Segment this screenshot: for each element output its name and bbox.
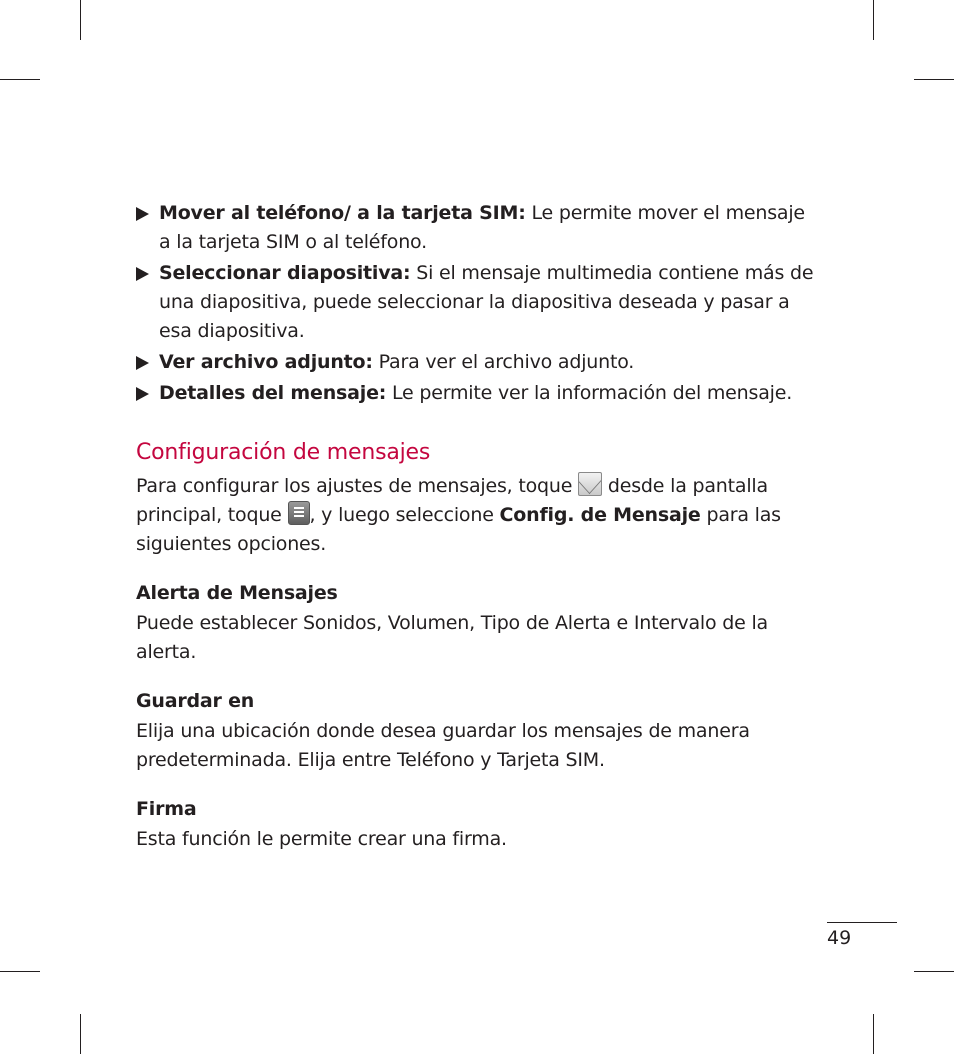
bullet-item <box>136 199 816 257</box>
bullet-item <box>136 348 816 377</box>
crop-mark <box>873 0 874 40</box>
bullet-label: Ver archivo adjunto: <box>159 351 373 373</box>
config-intro <box>136 472 816 559</box>
bullet-text: Le permite ver la información del mensaje. <box>386 382 793 404</box>
subsection-heading: Alerta de Mensajes <box>136 582 338 604</box>
triangle-bullet-icon <box>136 267 149 281</box>
bullet-label: Mover al teléfono/ a la tarjeta SIM: <box>159 202 526 224</box>
crop-mark <box>0 971 40 972</box>
intro-text: Para configurar los ajustes de mensajes, toque <box>136 475 579 497</box>
messaging-envelope-icon <box>578 472 602 496</box>
page-number-rule <box>827 922 897 923</box>
subsection-heading: Guardar en <box>136 690 255 712</box>
intro-text: para las siguientes opciones. <box>136 504 781 555</box>
subsection-heading: Firma <box>136 798 197 820</box>
bullet-item <box>136 259 816 346</box>
intro-text: , y luego seleccione <box>309 504 500 526</box>
menu-key-icon <box>288 501 310 525</box>
section-heading: Configuración de mensajes <box>136 440 431 465</box>
bullet-label: Seleccionar diapositiva: <box>159 262 411 284</box>
crop-mark <box>80 0 81 40</box>
subsection-text: Elija una ubicación donde desea guardar los mensajes de manera predeterminada. Elija entre Teléfono y Tarjeta SIM. <box>136 720 750 771</box>
subsection-text: Esta función le permite crear una firma. <box>136 828 507 850</box>
crop-mark <box>0 79 40 80</box>
bullet-label: Detalles del mensaje: <box>159 382 387 404</box>
bullet-text: Le permite mover el mensaje a la tarjeta SIM o al teléfono. <box>159 202 805 253</box>
crop-mark <box>914 79 954 80</box>
crop-mark <box>873 1014 874 1054</box>
intro-text: desde la pantalla principal, toque <box>136 475 768 526</box>
subsection-text: Puede establecer Sonidos, Volumen, Tipo de Alerta e Intervalo de la alerta. <box>136 612 768 663</box>
triangle-bullet-icon <box>136 387 149 401</box>
page-number: 49 <box>827 927 852 949</box>
intro-bold: Config. de Mensaje <box>499 504 701 526</box>
triangle-bullet-icon <box>136 356 149 370</box>
page-content <box>136 199 816 854</box>
bullet-text: Si el mensaje multimedia contiene más de una diapositiva, puede seleccionar la diapositiva deseada y pasar a esa diapositiva. <box>159 262 814 342</box>
crop-mark <box>80 1014 81 1054</box>
triangle-bullet-icon <box>136 207 149 221</box>
bullet-text: Para ver el archivo adjunto. <box>372 351 635 373</box>
crop-mark <box>914 971 954 972</box>
bullet-item <box>136 379 816 408</box>
